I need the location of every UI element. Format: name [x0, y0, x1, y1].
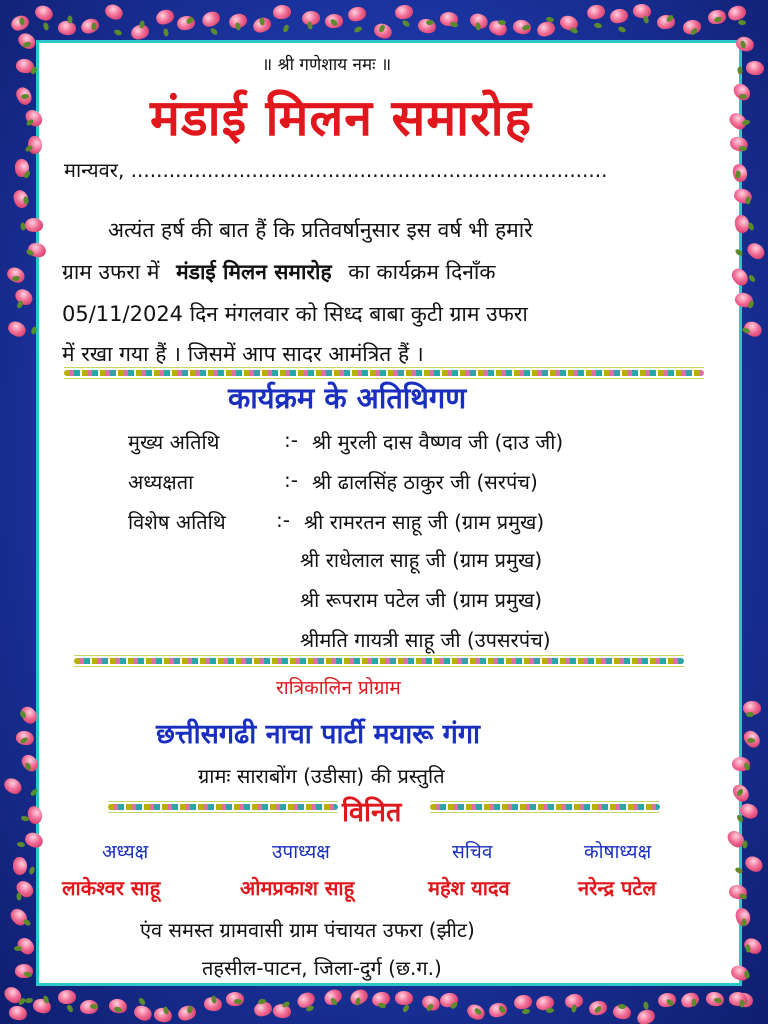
leaf-icon [594, 22, 603, 28]
flower-icon [200, 9, 222, 29]
salutation: मान्यवर, ........................................................................... [64, 158, 608, 182]
leaf-icon [498, 19, 506, 25]
leaf-icon [23, 196, 29, 205]
flower-icon [33, 3, 55, 23]
flower-icon [632, 3, 652, 19]
guest-name-2: श्री ढालसिंह ठाकुर जी (सरपंच) [312, 470, 538, 494]
name-president: लाकेश्वर साहू [62, 876, 161, 900]
vinit-label: विनित [342, 797, 402, 828]
night-party-name: छत्तीसगढी नाचा पार्टी मयारू गंगा [156, 719, 481, 750]
flower-icon [513, 993, 533, 1010]
guest-role-2: अध्यक्षता [128, 470, 194, 494]
leaf-icon [741, 119, 750, 126]
flower-icon [743, 853, 766, 874]
leaf-icon [163, 28, 169, 37]
leaf-icon [14, 946, 22, 951]
flower-icon [57, 20, 77, 37]
leaf-icon [113, 28, 122, 36]
flower-icon [347, 5, 368, 23]
guest-sep-2: :- [284, 468, 298, 492]
body-line-2-start: ग्राम उफरा में [62, 260, 160, 284]
night-program-label: रात्रिकालिन प्रोग्राम [276, 677, 401, 699]
leaf-icon [42, 22, 49, 31]
flower-icon [154, 8, 176, 27]
flower-icon [394, 3, 414, 20]
leaf-icon [29, 866, 36, 875]
divider-4 [430, 804, 660, 810]
guest-extra-2: श्री रूपराम पटेल जी (ग्राम प्रमुख) [300, 588, 543, 612]
leaf-icon [743, 840, 749, 848]
flower-icon [80, 16, 102, 35]
flower-icon [586, 3, 607, 21]
leaf-icon [17, 841, 26, 847]
leaf-icon [746, 196, 751, 204]
flower-icon [609, 7, 630, 24]
divider-2 [74, 658, 684, 664]
leaf-icon [691, 998, 696, 1006]
post-president: अध्यक्ष [102, 841, 149, 863]
leaf-icon [282, 23, 290, 32]
name-treasurer: नरेन्द्र पटेल [578, 876, 657, 900]
leaf-icon [23, 918, 32, 927]
leaf-icon [305, 1005, 314, 1013]
guest-role-3: विशेष अतिथि [128, 510, 226, 534]
guest-extra-1: श्री राधेलाल साहू जी (ग्राम प्रमुख) [300, 548, 543, 572]
flower-icon [132, 1003, 154, 1023]
post-secretary: सचिव [452, 841, 493, 863]
leaf-icon [747, 222, 755, 231]
body-line-4: में रखा गया हैं । जिसमें आप सादर आमंत्रित हैं । [62, 342, 424, 366]
leaf-icon [738, 20, 746, 26]
leaf-icon [617, 26, 626, 34]
leaf-icon [571, 1004, 577, 1013]
flower-icon [57, 990, 76, 1005]
flower-icon [31, 997, 52, 1015]
divider-1 [64, 370, 704, 376]
footer-village: एंव समस्त ग्रामवासी ग्राम पंचायत उफरा (झीट) [140, 918, 475, 942]
name-secretary: महेश यादव [428, 876, 510, 900]
guest-sep-3: :- [276, 508, 290, 532]
flower-icon [13, 857, 28, 875]
guest-extra-3: श्रीमति गायत्री साहू जी (उपसरपंच) [300, 628, 551, 652]
guest-name-3: श्री रामरतन साहू जी (ग्राम प्रमुख) [304, 510, 545, 534]
event-title: मंडाई मिलन समारोह [150, 89, 533, 147]
guest-role-1: मुख्य अतिथि [128, 430, 220, 454]
flower-icon [745, 240, 768, 262]
flower-icon [8, 1004, 28, 1021]
leaf-icon [546, 1007, 554, 1012]
body-event-name: मंडाई मिलन समारोह [176, 260, 332, 284]
leaf-icon [402, 1004, 411, 1013]
flower-icon [536, 20, 558, 39]
leaf-icon [739, 999, 744, 1007]
leaf-icon [522, 1008, 531, 1014]
body-line-2-end: का कार्यक्रम दिनाँक [348, 260, 496, 284]
post-treasurer: कोषाध्यक्ष [584, 841, 652, 863]
leaf-icon [67, 16, 72, 24]
leaf-icon [90, 1003, 98, 1008]
leaf-icon [747, 738, 755, 743]
leaf-icon [739, 146, 747, 152]
flower-icon [2, 775, 25, 797]
flower-icon [6, 319, 28, 340]
body-line-3: 05/11/2024 दिन मंगलवार को सिध्द बाबा कुटी ग्राम उफरा [62, 302, 528, 326]
post-vice-president: उपाध्यक्ष [272, 841, 330, 863]
guests-heading: कार्यक्रम के अतिथिगण [228, 381, 467, 415]
invocation: ॥ श्री गणेशाय नमः ॥ [262, 55, 392, 75]
leaf-icon [16, 300, 24, 309]
leaf-icon [66, 1004, 75, 1013]
leaf-icon [355, 997, 362, 1006]
footer-address: तहसील-पाटन, जिला-दुर्ग (छ.ग.) [202, 956, 442, 980]
guest-name-1: श्री मुरली दास वैष्णव जी (दाउ जी) [312, 430, 564, 454]
name-vice-president: ओमप्रकाश साहू [240, 876, 355, 900]
flower-icon [745, 59, 765, 75]
leaf-icon [401, 19, 410, 28]
night-presenter: ग्रामः साराबोंग (उडीसा) की प्रस्तुति [198, 764, 445, 788]
flower-icon [727, 3, 749, 22]
body-line-1: अत्यंत हर्ष की बात हैं कि प्रतिवर्षानुसार इस वर्ष भी हमारे [108, 218, 533, 242]
leaf-icon [747, 274, 756, 283]
leaf-icon [569, 26, 578, 34]
leaf-icon [353, 25, 362, 33]
flower-icon [272, 4, 291, 20]
leaf-icon [738, 66, 743, 74]
leaf-icon [643, 1001, 649, 1010]
leaf-icon [16, 892, 21, 900]
leaf-icon [209, 27, 218, 36]
leaf-icon [746, 712, 754, 717]
leaf-icon [91, 22, 96, 30]
body-line-2 [62, 258, 495, 286]
leaf-icon [475, 22, 481, 30]
divider-3 [108, 804, 338, 810]
flower-icon [15, 30, 38, 52]
guest-sep-1: :- [284, 428, 298, 452]
flower-icon [679, 990, 701, 1009]
flower-icon [395, 990, 414, 1005]
flower-icon [103, 2, 125, 23]
